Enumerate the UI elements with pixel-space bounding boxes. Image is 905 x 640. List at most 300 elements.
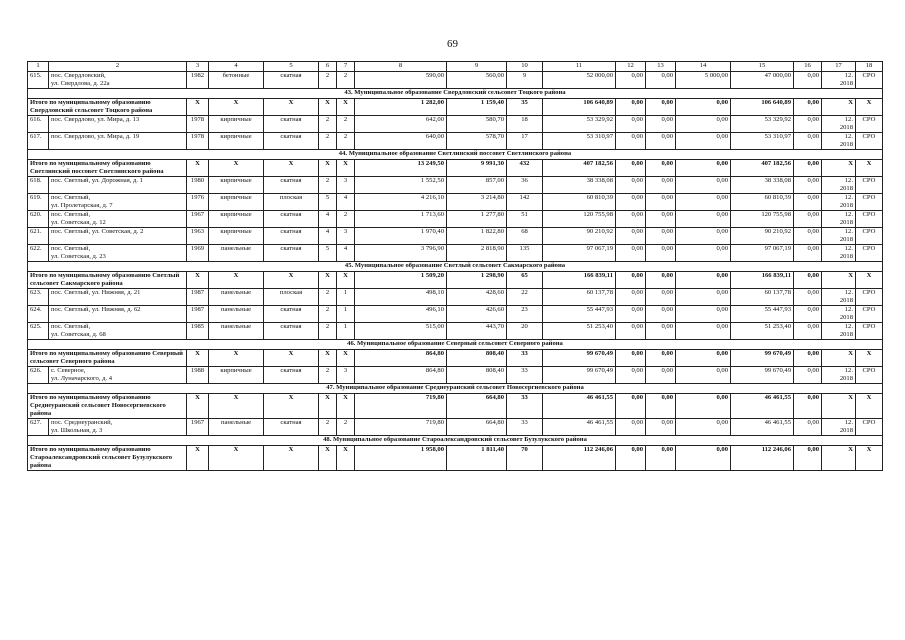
address-cell: пос. Светлый, ул. Нижняя, д. 21 <box>49 289 187 306</box>
table-cell: кирпичные <box>209 367 264 384</box>
table-cell: 0,00 <box>646 367 676 384</box>
table-cell: 2 <box>319 419 337 436</box>
row-number: 626. <box>28 367 49 384</box>
table-cell: скатная <box>264 419 319 436</box>
table-cell: 1980 <box>187 177 209 194</box>
subtotal-cell: X <box>187 272 209 289</box>
subtotal-cell: X <box>822 446 856 471</box>
table-cell: СРО <box>856 367 883 384</box>
table-cell: 640,00 <box>355 133 447 150</box>
table-cell: СРО <box>856 72 883 89</box>
table-cell: 0,00 <box>794 289 822 306</box>
table-cell: 0,00 <box>794 72 822 89</box>
subtotal-row <box>28 160 883 177</box>
table-row <box>28 228 883 245</box>
column-number-cell: 7 <box>337 62 355 72</box>
subtotal-cell: 0,00 <box>794 272 822 289</box>
subtotal-cell: 0,00 <box>646 99 676 116</box>
subtotal-label: Итого по муниципальному образованию Светлинский поссовет Светлинского района <box>28 160 187 177</box>
subtotal-label: Итого по муниципальному образованию Свердловский сельсовет Тоцкого района <box>28 99 187 116</box>
subtotal-label: Итого по муниципальному образованию Северный сельсовет Северного района <box>28 350 187 367</box>
subtotal-cell: 0,00 <box>616 394 646 419</box>
row-number: 620. <box>28 211 49 228</box>
table-cell: 2 <box>337 72 355 89</box>
section-heading-row <box>28 262 883 272</box>
subtotal-cell: X <box>264 446 319 471</box>
table-cell: 0,00 <box>646 177 676 194</box>
subtotal-row <box>28 272 883 289</box>
subtotal-cell: X <box>822 272 856 289</box>
subtotal-cell: 0,00 <box>794 160 822 177</box>
table-cell: 0,00 <box>794 306 822 323</box>
section-heading: 44. Муниципальное образование Светлинский поссовет Светлинского района <box>28 150 883 160</box>
column-number-cell: 11 <box>543 62 616 72</box>
table-cell: 120 755,98 <box>731 211 794 228</box>
table-cell: 12. 2018 <box>822 228 856 245</box>
table-cell: 857,00 <box>447 177 507 194</box>
subtotal-cell: X <box>319 99 337 116</box>
table-cell: 1 713,60 <box>355 211 447 228</box>
address-cell: пос. Свердловский, ул. Свердлова, д. 22а <box>49 72 187 89</box>
subtotal-cell: 407 182,56 <box>543 160 616 177</box>
address-cell: пос. Светлый, ул. Нижняя, д. 62 <box>49 306 187 323</box>
table-cell: скатная <box>264 323 319 340</box>
table-cell: 0,00 <box>616 133 646 150</box>
subtotal-cell: X <box>209 350 264 367</box>
table-cell: 0,00 <box>646 419 676 436</box>
subtotal-cell: 1 958,00 <box>355 446 447 471</box>
address-cell: пос. Светлый, ул. Советская, д. 68 <box>49 323 187 340</box>
column-number-cell: 17 <box>822 62 856 72</box>
table-cell: 3 796,90 <box>355 245 447 262</box>
subtotal-cell: 0,00 <box>646 350 676 367</box>
table-cell: 2 <box>319 133 337 150</box>
subtotal-cell: 0,00 <box>616 99 646 116</box>
table-cell: 0,00 <box>616 306 646 323</box>
subtotal-cell: X <box>264 272 319 289</box>
subtotal-cell: 65 <box>507 272 543 289</box>
table-cell: 9 <box>507 72 543 89</box>
column-number-cell: 18 <box>856 62 883 72</box>
subtotal-cell: 407 182,56 <box>731 160 794 177</box>
table-cell: 5 <box>319 245 337 262</box>
subtotal-cell: 0,00 <box>646 160 676 177</box>
table-cell: 3 <box>337 228 355 245</box>
table-cell: 4 <box>337 245 355 262</box>
subtotal-cell: X <box>856 99 883 116</box>
table-cell: скатная <box>264 116 319 133</box>
subtotal-cell: 46 461,55 <box>731 394 794 419</box>
table-cell: скатная <box>264 72 319 89</box>
table-cell: 52 000,00 <box>543 72 616 89</box>
section-heading: 46. Муниципальное образование Северный сельсовет Северного района <box>28 340 883 350</box>
table-cell: 3 <box>337 367 355 384</box>
table-cell: 1985 <box>187 323 209 340</box>
table-cell: кирпичные <box>209 116 264 133</box>
table-cell: 33 <box>507 419 543 436</box>
table-cell: 68 <box>507 228 543 245</box>
table-cell: 1969 <box>187 245 209 262</box>
table-row <box>28 116 883 133</box>
table-cell: 33 <box>507 367 543 384</box>
table-cell: 0,00 <box>616 419 646 436</box>
row-number: 624. <box>28 306 49 323</box>
subtotal-cell: X <box>337 160 355 177</box>
table-row <box>28 133 883 150</box>
table-cell: 120 755,98 <box>543 211 616 228</box>
table-cell: 5 000,00 <box>676 72 731 89</box>
subtotal-cell: 0,00 <box>616 272 646 289</box>
subtotal-cell: X <box>187 350 209 367</box>
table-cell: скатная <box>264 228 319 245</box>
subtotal-cell: X <box>337 350 355 367</box>
table-cell: 51 253,40 <box>731 323 794 340</box>
table-cell: кирпичные <box>209 194 264 211</box>
column-number-cell: 9 <box>447 62 507 72</box>
row-number: 618. <box>28 177 49 194</box>
subtotal-cell: 112 246,06 <box>543 446 616 471</box>
subtotal-label: Итого по муниципальному образованию Староалександровский сельсовет Бузулукского района <box>28 446 187 471</box>
table-row <box>28 367 883 384</box>
table-cell: 0,00 <box>676 194 731 211</box>
table-cell: плоская <box>264 289 319 306</box>
table-cell: 0,00 <box>794 419 822 436</box>
table-cell: 0,00 <box>794 323 822 340</box>
table-cell: 51 <box>507 211 543 228</box>
subtotal-cell: 99 670,49 <box>731 350 794 367</box>
column-number-cell: 10 <box>507 62 543 72</box>
table-cell: 590,00 <box>355 72 447 89</box>
subtotal-cell: 1 159,40 <box>447 99 507 116</box>
subtotal-cell: X <box>319 350 337 367</box>
subtotal-cell: X <box>822 99 856 116</box>
table-row <box>28 306 883 323</box>
subtotal-cell: X <box>319 394 337 419</box>
table-cell: 1 <box>337 289 355 306</box>
section-heading: 45. Муниципальное образование Светлый сельсовет Сакмарского района <box>28 262 883 272</box>
table-cell: панельные <box>209 323 264 340</box>
subtotal-cell: X <box>319 446 337 471</box>
subtotal-cell: 112 246,06 <box>731 446 794 471</box>
table-cell: панельные <box>209 419 264 436</box>
table-cell: 12. 2018 <box>822 116 856 133</box>
table-cell: 0,00 <box>794 228 822 245</box>
row-number: 625. <box>28 323 49 340</box>
subtotal-cell: X <box>319 160 337 177</box>
table-cell: 0,00 <box>676 177 731 194</box>
address-cell: пос. Среднеуранский, ул. Школьная, д. 3 <box>49 419 187 436</box>
table-cell: 1 970,40 <box>355 228 447 245</box>
subtotal-cell: 0,00 <box>646 394 676 419</box>
row-number: 616. <box>28 116 49 133</box>
subtotal-cell: 166 839,11 <box>543 272 616 289</box>
table-cell: 2 <box>319 306 337 323</box>
row-number: 621. <box>28 228 49 245</box>
table-cell: кирпичные <box>209 228 264 245</box>
column-number-cell: 4 <box>209 62 264 72</box>
subtotal-cell: 1 509,20 <box>355 272 447 289</box>
subtotal-cell: 0,00 <box>646 272 676 289</box>
table-cell: 1 822,80 <box>447 228 507 245</box>
subtotal-cell: X <box>187 446 209 471</box>
table-cell: 0,00 <box>676 245 731 262</box>
subtotal-cell: 664,80 <box>447 394 507 419</box>
table-cell: 12. 2018 <box>822 177 856 194</box>
table-cell: 12. 2018 <box>822 289 856 306</box>
housing-table <box>27 61 883 471</box>
subtotal-row <box>28 99 883 116</box>
table-cell: 560,00 <box>447 72 507 89</box>
row-number: 623. <box>28 289 49 306</box>
table-cell: 2 <box>337 419 355 436</box>
table-cell: 0,00 <box>676 116 731 133</box>
section-heading: 43. Муниципальное образование Свердловский сельсовет Тоцкого района <box>28 89 883 99</box>
table-cell: 4 <box>337 194 355 211</box>
subtotal-cell: 808,40 <box>447 350 507 367</box>
subtotal-cell: 1 811,40 <box>447 446 507 471</box>
address-cell: пос. Светлый, ул. Советская, д. 2 <box>49 228 187 245</box>
table-cell: панельные <box>209 306 264 323</box>
table-cell: 3 214,80 <box>447 194 507 211</box>
table-cell: 0,00 <box>616 116 646 133</box>
table-cell: 2 <box>319 116 337 133</box>
table-cell: 2 <box>319 323 337 340</box>
table-cell: 0,00 <box>794 194 822 211</box>
subtotal-cell: 99 670,49 <box>543 350 616 367</box>
subtotal-cell: X <box>187 160 209 177</box>
subtotal-cell: 0,00 <box>646 446 676 471</box>
page-number: 69 <box>447 38 458 50</box>
table-cell: СРО <box>856 228 883 245</box>
table-cell: 97 067,19 <box>543 245 616 262</box>
subtotal-cell: X <box>822 160 856 177</box>
table-body <box>28 62 883 471</box>
subtotal-cell: 166 839,11 <box>731 272 794 289</box>
table-cell: СРО <box>856 323 883 340</box>
table-cell: 1978 <box>187 133 209 150</box>
table-cell: СРО <box>856 133 883 150</box>
table-row <box>28 72 883 89</box>
table-cell: 0,00 <box>676 367 731 384</box>
subtotal-cell: X <box>337 446 355 471</box>
table-cell: 496,10 <box>355 306 447 323</box>
table-cell: 0,00 <box>616 72 646 89</box>
subtotal-cell: 0,00 <box>676 350 731 367</box>
subtotal-cell: 13 249,50 <box>355 160 447 177</box>
table-cell: 23 <box>507 306 543 323</box>
table-cell: 0,00 <box>646 72 676 89</box>
table-cell: 0,00 <box>676 133 731 150</box>
table-cell: 0,00 <box>676 211 731 228</box>
table-cell: 642,00 <box>355 116 447 133</box>
subtotal-cell: X <box>209 160 264 177</box>
subtotal-cell: X <box>264 99 319 116</box>
table-cell: 0,00 <box>676 306 731 323</box>
column-number-cell: 6 <box>319 62 337 72</box>
column-number-cell: 5 <box>264 62 319 72</box>
table-cell: 578,70 <box>447 133 507 150</box>
table-cell: скатная <box>264 133 319 150</box>
subtotal-cell: 1 298,90 <box>447 272 507 289</box>
table-cell: 12. 2018 <box>822 306 856 323</box>
subtotal-cell: 0,00 <box>794 350 822 367</box>
table-cell: 12. 2018 <box>822 323 856 340</box>
column-number-cell: 1 <box>28 62 49 72</box>
column-number-cell: 14 <box>676 62 731 72</box>
section-heading-row <box>28 436 883 446</box>
table-cell: 55 447,93 <box>731 306 794 323</box>
table-cell: 20 <box>507 323 543 340</box>
table-cell: скатная <box>264 306 319 323</box>
subtotal-cell: 0,00 <box>676 446 731 471</box>
section-heading: 48. Муниципальное образование Староалександровский сельсовет Бузулукского района <box>28 436 883 446</box>
table-cell: 0,00 <box>646 289 676 306</box>
table-cell: 1 <box>337 323 355 340</box>
table-cell: 1 <box>337 306 355 323</box>
table-cell: 46 461,55 <box>731 419 794 436</box>
table-cell: 99 670,49 <box>731 367 794 384</box>
subtotal-cell: 106 640,89 <box>731 99 794 116</box>
table-cell: 90 210,92 <box>543 228 616 245</box>
subtotal-cell: X <box>319 272 337 289</box>
subtotal-row <box>28 394 883 419</box>
table-cell: 1 552,50 <box>355 177 447 194</box>
table-row <box>28 289 883 306</box>
table-cell: СРО <box>856 306 883 323</box>
table-cell: 142 <box>507 194 543 211</box>
table-cell: 5 <box>319 194 337 211</box>
table-cell: 0,00 <box>646 133 676 150</box>
row-number: 615. <box>28 72 49 89</box>
subtotal-cell: X <box>856 394 883 419</box>
table-cell: 2 <box>337 211 355 228</box>
column-number-cell: 15 <box>731 62 794 72</box>
table-cell: 0,00 <box>676 323 731 340</box>
table-cell: 0,00 <box>646 228 676 245</box>
table-cell: 0,00 <box>646 194 676 211</box>
table-cell: 4 <box>319 228 337 245</box>
table-cell: бетонные <box>209 72 264 89</box>
table-cell: 51 253,40 <box>543 323 616 340</box>
subtotal-cell: X <box>209 394 264 419</box>
table-cell: 0,00 <box>794 177 822 194</box>
subtotal-cell: 9 991,30 <box>447 160 507 177</box>
subtotal-cell: 0,00 <box>676 394 731 419</box>
table-cell: 719,80 <box>355 419 447 436</box>
row-number: 619. <box>28 194 49 211</box>
table-cell: 1976 <box>187 194 209 211</box>
table-cell: 60 810,39 <box>543 194 616 211</box>
table-cell: 0,00 <box>676 419 731 436</box>
subtotal-cell: 35 <box>507 99 543 116</box>
column-number-cell: 2 <box>49 62 187 72</box>
table-cell: 664,80 <box>447 419 507 436</box>
table-cell: 4 <box>319 211 337 228</box>
subtotal-cell: X <box>856 272 883 289</box>
subtotal-cell: 0,00 <box>794 394 822 419</box>
column-number-cell: 8 <box>355 62 447 72</box>
column-number-row <box>28 62 883 72</box>
subtotal-cell: 0,00 <box>616 160 646 177</box>
table-cell: 12. 2018 <box>822 245 856 262</box>
address-cell: пос. Светлый, ул. Дорожная, д. 1 <box>49 177 187 194</box>
subtotal-label: Итого по муниципальному образованию Светлый сельсовет Сакмарского района <box>28 272 187 289</box>
subtotal-cell: X <box>822 394 856 419</box>
table-cell: 46 461,55 <box>543 419 616 436</box>
table-cell: 12. 2018 <box>822 72 856 89</box>
subtotal-cell: X <box>209 99 264 116</box>
address-cell: пос. Светлый, ул. Пролетарская, д. 7 <box>49 194 187 211</box>
table-cell: 53 310,97 <box>543 133 616 150</box>
column-number-cell: 16 <box>794 62 822 72</box>
table-cell: 135 <box>507 245 543 262</box>
table-row <box>28 177 883 194</box>
subtotal-cell: 432 <box>507 160 543 177</box>
table-cell: 1963 <box>187 228 209 245</box>
subtotal-cell: 0,00 <box>616 446 646 471</box>
table-cell: 22 <box>507 289 543 306</box>
subtotal-cell: X <box>856 350 883 367</box>
table-cell: 36 <box>507 177 543 194</box>
address-cell: пос. Светлый, ул. Советская, д. 12 <box>49 211 187 228</box>
table-cell: 1967 <box>187 211 209 228</box>
table-cell: 0,00 <box>794 211 822 228</box>
subtotal-cell: X <box>264 350 319 367</box>
table-cell: 2 <box>319 72 337 89</box>
table-row <box>28 323 883 340</box>
section-heading-row <box>28 384 883 394</box>
table-cell: 4 216,10 <box>355 194 447 211</box>
subtotal-cell: 0,00 <box>676 160 731 177</box>
table-cell: 1987 <box>187 306 209 323</box>
table-cell: 90 210,92 <box>731 228 794 245</box>
table-cell: кирпичные <box>209 177 264 194</box>
table-cell: 515,00 <box>355 323 447 340</box>
table-cell: 0,00 <box>616 323 646 340</box>
row-number: 627. <box>28 419 49 436</box>
table-cell: скатная <box>264 177 319 194</box>
table-cell: 1978 <box>187 116 209 133</box>
table-cell: 0,00 <box>646 211 676 228</box>
table-cell: 12. 2018 <box>822 367 856 384</box>
subtotal-row <box>28 446 883 471</box>
address-cell: пос. Свердлово, ул. Мира, д. 13 <box>49 116 187 133</box>
table-cell: 0,00 <box>616 211 646 228</box>
table-cell: 0,00 <box>676 228 731 245</box>
subtotal-cell: X <box>187 394 209 419</box>
address-cell: пос. Свердлово, ул. Мира, д. 19 <box>49 133 187 150</box>
subtotal-cell: X <box>337 394 355 419</box>
table-cell: 18 <box>507 116 543 133</box>
section-heading: 47. Муниципальное образование Среднеуранский сельсовет Новосергиевского района <box>28 384 883 394</box>
subtotal-cell: 46 461,55 <box>543 394 616 419</box>
subtotal-cell: X <box>822 350 856 367</box>
table-cell: 443,70 <box>447 323 507 340</box>
table-cell: 12. 2018 <box>822 194 856 211</box>
table-cell: 426,60 <box>447 306 507 323</box>
section-heading-row <box>28 150 883 160</box>
table-row <box>28 245 883 262</box>
subtotal-label: Итого по муниципальному образованию Среднеуранский сельсовет Новосергиевского района <box>28 394 187 419</box>
table-cell: 17 <box>507 133 543 150</box>
table-cell: 498,10 <box>355 289 447 306</box>
subtotal-cell: X <box>264 160 319 177</box>
table-cell: скатная <box>264 367 319 384</box>
table-cell: 0,00 <box>794 116 822 133</box>
table-cell: 97 067,19 <box>731 245 794 262</box>
subtotal-cell: 1 282,00 <box>355 99 447 116</box>
subtotal-cell: X <box>337 272 355 289</box>
